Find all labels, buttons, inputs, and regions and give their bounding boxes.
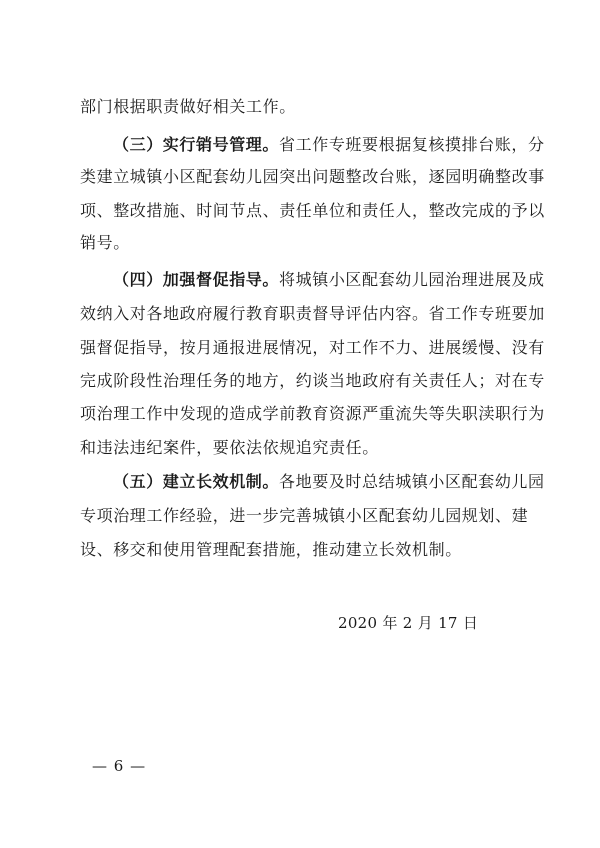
paragraph-line: 销号。 — [80, 233, 130, 252]
section-five-first-line: （五）建立长效机制。各地要及时总结城镇小区配套幼儿园 — [113, 472, 545, 491]
paragraph-line: 和违法违纪案件，要依法依规追究责任。 — [80, 438, 379, 457]
paragraph-line: 项、整改措施、时间节点、责任单位和责任人，整改完成的予以 — [80, 201, 545, 220]
paragraph-line: 设、移交和使用管理配套措施，推动建立长效机制。 — [80, 540, 462, 559]
section-three-first-line: （三）实行销号管理。省工作专班要根据复核摸排台账，分 — [113, 135, 545, 154]
paragraph-line: 专项治理工作经验，进一步完善城镇小区配套幼儿园规划、建 — [80, 506, 529, 525]
section-four-first-line: （四）加强督促指导。将城镇小区配套幼儿园治理进展及成 — [113, 270, 545, 289]
paragraph-line: 完成阶段性治理任务的地方，约谈当地政府有关责任人；对在专 — [80, 371, 545, 390]
paragraph-line: 强督促指导，按月通报进展情况，对工作不力、进展缓慢、没有 — [80, 338, 545, 357]
paragraph-line: 效纳入对各地政府履行教育职责督导评估内容。省工作专班要加 — [80, 304, 545, 323]
section-three-heading: （三）实行销号管理。 — [113, 135, 280, 154]
section-five-heading: （五）建立长效机制。 — [113, 472, 280, 491]
paragraph-line: 项治理工作中发现的造成学前教育资源严重流失等失职渎职行为 — [80, 404, 545, 423]
section-four-heading: （四）加强督促指导。 — [113, 270, 280, 289]
paragraph-line: 类建立城镇小区配套幼儿园突出问题整改台账，逐园明确整改事 — [80, 167, 545, 186]
document-date: 2020 年 2 月 17 日 — [338, 614, 479, 632]
paragraph-line: 部门根据职责做好相关工作。 — [80, 97, 296, 116]
page-number: — 6 — — [92, 757, 147, 775]
